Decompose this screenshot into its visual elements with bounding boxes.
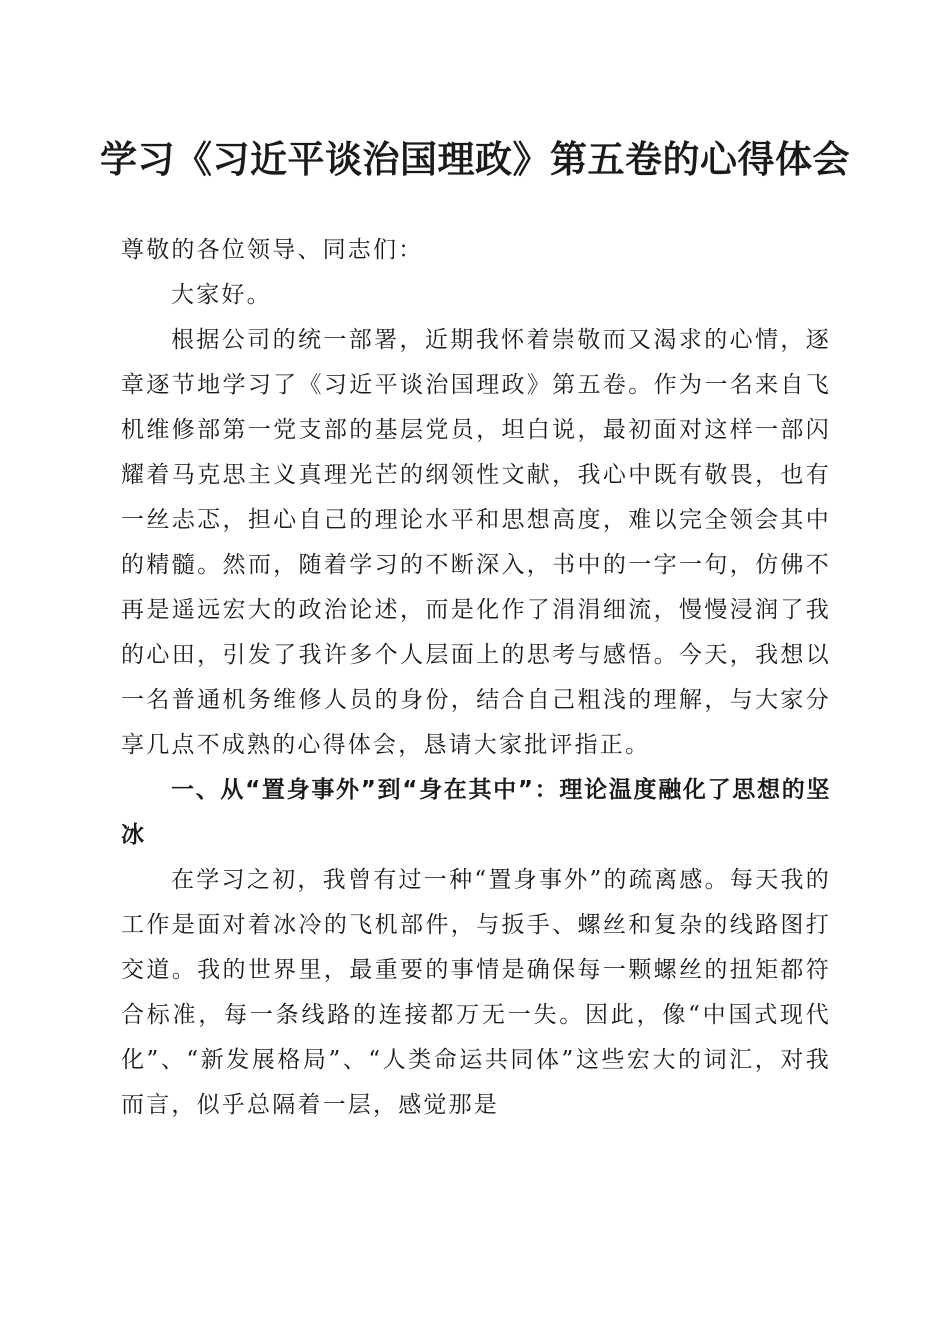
- paragraph: 在学习之初，我曾有过一种“置身事外”的疏离感。每天我的工作是面对着冰冷的飞机部件，与扳手、螺丝和复杂的线路图打交道。我的世界里，最重要的事情是确保每一颗螺丝的扭矩都符合标准，每一条线路的连接都万无一失。因此，像“中国式现代化”、“新发展格局”、“人类命运共同体”这些宏大的词汇，对我而言，似乎总隔着一层，感觉那是: [121, 867, 831, 1118]
- salutation: 尊敬的各位领导、同志们：: [121, 237, 424, 263]
- greeting: 大家好。: [171, 282, 272, 308]
- section-heading: 一、从“置身事外”到“身在其中”：理论温度融化了思想的坚冰: [121, 777, 831, 848]
- document-title: 学习《习近平谈治国理政》第五卷的心得体会: [100, 137, 850, 181]
- document-body: [121, 228, 831, 1128]
- paragraph: 根据公司的统一部署，近期我怀着崇敬而又渴求的心情，逐章逐节地学习了《习近平谈治国理政》第五卷。作为一名来自飞机维修部第一党支部的基层党员，坦白说，最初面对这样一部闪耀着马克思主义真理光芒的纲领性文献，我心中既有敬畏，也有一丝忐忑，担心自己的理论水平和思想高度，难以完全领会其中的精髓。然而，随着学习的不断深入，书中的一字一句，仿佛不再是遥远宏大的政治论述，而是化作了涓涓细流，慢慢浸润了我的心田，引发了我许多个人层面上的思考与感悟。今天，我想以一名普通机务维修人员的身份，结合自己粗浅的理解，与大家分享几点不成熟的心得体会，恳请大家批评指正。: [121, 327, 831, 758]
